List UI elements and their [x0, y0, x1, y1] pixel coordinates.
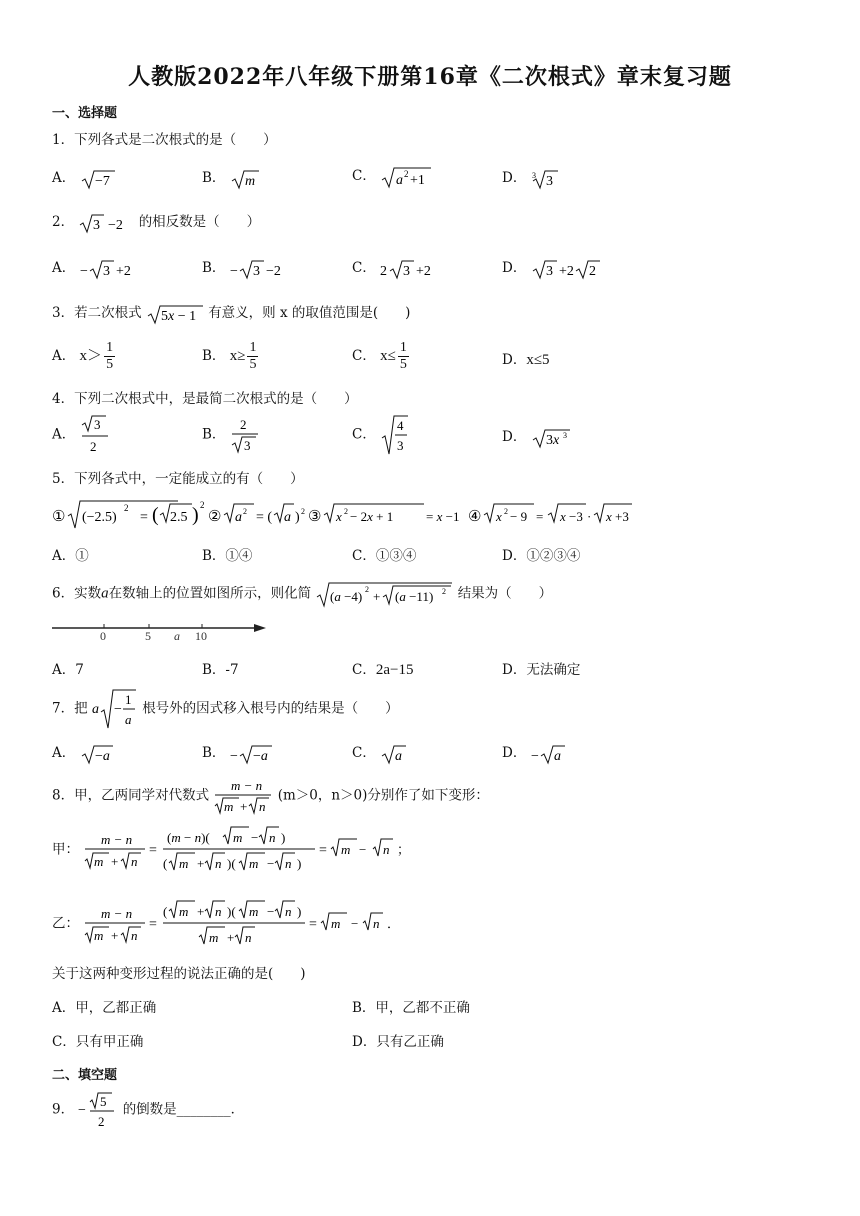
svg-text:3: 3	[93, 417, 101, 432]
svg-text:+: +	[197, 856, 205, 871]
q8-jia-math	[83, 822, 423, 878]
svg-text:+1: +1	[410, 172, 426, 188]
svg-text:−: −	[229, 263, 238, 279]
svg-text:2: 2	[301, 507, 305, 516]
svg-text:): )	[192, 504, 199, 526]
svg-text:−: −	[113, 702, 122, 717]
svg-text:n: n	[245, 930, 252, 945]
q8-jia-transform: 甲： m − n m + n = (m − n)( m − n ) ( m + n )( m − n ) = m − n ；	[52, 822, 423, 878]
q2-stem-math	[78, 212, 134, 234]
svg-text:=: =	[149, 917, 158, 932]
q4-b-math	[230, 414, 260, 456]
q1-b-radical	[230, 168, 260, 190]
q3-c-fraction: $\frac{1}{5}$	[399, 340, 407, 373]
q7-b-math	[230, 743, 274, 765]
q4-a-math	[80, 414, 110, 456]
svg-text:a: a	[396, 172, 404, 188]
q5-option-d: D．①②③④	[502, 548, 581, 564]
q4-c-math	[380, 414, 410, 456]
svg-text:m: m	[94, 854, 104, 869]
question-9: 9． − 5 2 的倒数是________．	[52, 1090, 244, 1130]
svg-text:n: n	[215, 856, 222, 871]
svg-text:·: ·	[587, 509, 592, 524]
section-heading-fill: 二、填空题	[52, 1068, 118, 1083]
svg-text:3: 3	[243, 438, 251, 453]
number-line-tick-label: a	[174, 629, 180, 643]
svg-text:=: =	[536, 509, 544, 524]
question-7: 7．把 a − 1 a 根号外的因式移入根号内的结果是（ ）	[52, 688, 399, 730]
svg-text:+: +	[111, 854, 119, 869]
svg-text:n: n	[215, 904, 222, 919]
q1-d-cube-root	[531, 168, 559, 190]
svg-text:①: ①	[52, 509, 66, 525]
q3-option-d: D．x≤5	[502, 352, 550, 368]
svg-text:3: 3	[397, 438, 404, 453]
svg-text:+2: +2	[115, 263, 131, 279]
number-line-tick-label: 0	[100, 629, 106, 643]
svg-text:x −3: x −3	[560, 509, 583, 524]
q7-c-math	[380, 743, 408, 765]
svg-text:(m − n)(: (m − n)(	[167, 830, 211, 845]
svg-text:2: 2	[243, 507, 247, 516]
q5-statements-math	[52, 498, 572, 532]
svg-text:3x: 3x	[545, 432, 559, 448]
svg-text:n: n	[259, 799, 266, 814]
svg-text:−a: −a	[94, 748, 110, 764]
svg-text:2: 2	[124, 503, 129, 513]
q5-statements	[52, 498, 629, 536]
svg-text:m: m	[341, 842, 351, 857]
svg-text:③: ③	[308, 509, 322, 525]
q8-yi-transform: 乙： m − n m + n = ( m + n )( m − n ) m + n = m − n ．	[52, 896, 423, 952]
q7-option-a: A． −a	[52, 741, 114, 765]
svg-text:m − n: m − n	[101, 906, 133, 921]
q8-question: 关于这两种变形过程的说法正确的是( )	[52, 966, 306, 982]
svg-text:−7: −7	[94, 173, 110, 189]
q1-option-a: A． −7	[52, 166, 116, 190]
svg-text:m: m	[244, 173, 255, 189]
q7-option-d: D． − a	[502, 741, 567, 765]
svg-text:a: a	[235, 510, 242, 525]
q1-c-radical	[380, 165, 432, 189]
svg-text:a: a	[124, 712, 132, 727]
q3-option-a: A． x＞ $\frac{1}{5}$	[52, 340, 114, 373]
svg-text:x +3: x +3	[606, 509, 629, 524]
svg-text:2: 2	[344, 507, 348, 516]
page-title: 人教版2022年八年级下册第16章《二次根式》章末复习题	[128, 64, 732, 90]
svg-text:= x −1: = x −1	[426, 509, 460, 524]
q7-a-math	[80, 743, 114, 765]
q9-expression	[78, 1090, 118, 1130]
q3-option-b: B． x≥ $\frac{1}{5}$	[202, 340, 257, 373]
svg-text:): )	[295, 510, 300, 525]
svg-text:②: ②	[208, 509, 222, 525]
q5-option-a: A．①	[52, 548, 89, 564]
svg-text:(: (	[152, 504, 159, 526]
q8-expression	[213, 776, 273, 816]
svg-text:m: m	[179, 856, 189, 871]
svg-text:−: −	[78, 1103, 87, 1118]
svg-text:3: 3	[93, 217, 101, 233]
q2-c-math	[380, 258, 442, 280]
svg-text:)(: )(	[227, 904, 236, 919]
svg-text:④: ④	[468, 509, 482, 525]
q1-a-radical	[80, 168, 116, 190]
q7-option-c: C． a	[352, 741, 408, 765]
svg-text:m: m	[209, 930, 219, 945]
svg-text:−: −	[530, 748, 539, 764]
q7-option-b: B． − −a	[202, 741, 274, 765]
svg-text:− 9: − 9	[510, 509, 528, 524]
q8-option-c: C．只有甲正确	[52, 1034, 144, 1050]
q3-option-c: C． x≤ $\frac{1}{5}$	[352, 340, 407, 373]
svg-text:(: (	[163, 904, 168, 919]
svg-text:=: =	[140, 510, 148, 525]
number-line-tick-label: 10	[195, 629, 207, 643]
question-1: 1．下列各式是二次根式的是（ ）	[52, 132, 277, 148]
svg-text:+: +	[227, 930, 235, 945]
q4-d-math	[531, 427, 571, 449]
svg-text:m: m	[233, 830, 243, 845]
svg-text:): )	[297, 904, 302, 919]
svg-text:m − n: m − n	[231, 778, 263, 793]
q3-radical	[146, 303, 204, 325]
question-3: 3．若二次根式 5x − 1 有意义，则 x 的取值范围是( )	[52, 301, 410, 325]
svg-text:5x − 1: 5x − 1	[160, 308, 197, 324]
svg-text:−: −	[251, 830, 259, 845]
svg-text:n: n	[383, 842, 390, 857]
svg-text:n: n	[269, 830, 276, 845]
q5-option-b: B．①④	[202, 548, 253, 564]
svg-text:；: ；	[397, 842, 411, 857]
q2-option-c: C． 2 3 +2	[352, 256, 442, 280]
svg-text:3: 3	[545, 173, 553, 189]
svg-text:+: +	[373, 589, 381, 604]
q8-option-a: A．甲，乙都正确	[52, 1000, 157, 1016]
svg-text:3: 3	[562, 430, 567, 440]
svg-text:5: 5	[100, 1094, 107, 1109]
svg-text:=: =	[309, 917, 318, 932]
svg-text:+: +	[240, 799, 248, 814]
q8-yi-math	[83, 896, 423, 952]
svg-text:2: 2	[588, 263, 596, 279]
svg-text:2: 2	[89, 439, 97, 454]
svg-text:n: n	[285, 856, 292, 871]
svg-text:3: 3	[531, 170, 536, 180]
svg-text:−2: −2	[265, 263, 281, 279]
q8-option-d: D．只有乙正确	[352, 1034, 444, 1050]
svg-text:m: m	[249, 856, 259, 871]
q4-option-d: D． 3x 3	[502, 425, 571, 449]
q5-statement-4-rhs	[546, 498, 636, 532]
svg-text:= (: = (	[256, 510, 273, 525]
q6-option-b: B．-7	[202, 662, 239, 678]
q3-a-fraction: $\frac{1}{5}$	[106, 340, 114, 373]
svg-text:3: 3	[545, 263, 553, 279]
q2-a-math	[80, 258, 140, 280]
svg-text:2: 2	[404, 168, 409, 179]
svg-text:−2: −2	[108, 217, 124, 233]
svg-text:x: x	[336, 509, 342, 524]
svg-text:+2: +2	[416, 263, 432, 279]
number-line-tick-label: 5	[145, 629, 151, 643]
svg-text:a: a	[284, 510, 291, 525]
question-8: 8．甲，乙两同学对代数式 m − n m + n (m＞0，n＞0)分别作了如下变形：	[52, 778, 489, 814]
svg-text:2: 2	[239, 417, 247, 432]
q1-option-c: C． a 2 +1	[352, 164, 432, 189]
q5-option-c: C．①③④	[352, 548, 417, 564]
q2-option-b: B． − 3 −2	[202, 256, 290, 280]
svg-text:x: x	[496, 509, 502, 524]
svg-text:1: 1	[124, 692, 132, 707]
number-line-svg	[52, 618, 272, 644]
q7-expression	[92, 688, 138, 730]
q8-option-b: B．甲，乙都不正确	[352, 1000, 470, 1016]
svg-text:(a −11): (a −11)	[395, 589, 434, 604]
svg-text:+: +	[111, 928, 119, 943]
svg-text:m: m	[249, 904, 259, 919]
q4-option-a: A． 3 2	[52, 414, 110, 456]
number-line	[52, 618, 272, 648]
q6-option-a: A．7	[52, 662, 84, 678]
svg-text:−: −	[351, 916, 359, 931]
svg-text:n: n	[373, 916, 380, 931]
svg-text:(−2.5): (−2.5)	[82, 510, 117, 525]
svg-text:−: −	[79, 263, 88, 279]
q3-b-fraction: $\frac{1}{5}$	[249, 340, 257, 373]
question-6: 6．实数a在数轴上的位置如图所示，则化简 (a −4) 2 + (a −11) 2 结果为（ ）	[52, 580, 552, 608]
svg-text:．: ．	[387, 916, 401, 931]
svg-text:a: a	[553, 748, 561, 764]
svg-text:(: (	[163, 856, 168, 871]
q2-b-math	[230, 258, 290, 280]
svg-text:n: n	[285, 904, 292, 919]
svg-text:2: 2	[200, 500, 205, 510]
question-4: 4．下列二次根式中，是最简二次根式的是（ ）	[52, 391, 358, 407]
q6-option-d: D．无法确定	[502, 662, 581, 678]
q4-option-c: C． 4 3	[352, 414, 410, 456]
svg-text:m: m	[94, 928, 104, 943]
svg-text:3: 3	[252, 263, 260, 279]
svg-text:=: =	[149, 843, 158, 858]
svg-text:2: 2	[98, 1114, 105, 1129]
svg-text:− 2x + 1: − 2x + 1	[350, 509, 394, 524]
svg-text:a: a	[91, 702, 99, 717]
svg-text:n: n	[131, 854, 138, 869]
svg-text:−: −	[229, 748, 238, 764]
svg-text:−: −	[359, 842, 367, 857]
svg-text:=: =	[319, 843, 328, 858]
svg-text:+2: +2	[558, 263, 574, 279]
svg-text:2: 2	[442, 587, 447, 596]
svg-text:2.5: 2.5	[170, 510, 188, 525]
svg-text:m − n: m − n	[101, 832, 133, 847]
q2-d-math	[531, 258, 601, 280]
svg-text:3: 3	[102, 263, 110, 279]
svg-text:n: n	[131, 928, 138, 943]
svg-text:4: 4	[397, 418, 404, 433]
svg-text:2: 2	[380, 263, 388, 279]
question-5: 5．下列各式中，一定能成立的有（ ）	[52, 471, 304, 487]
svg-text:3: 3	[403, 263, 411, 279]
svg-text:(a −4): (a −4)	[330, 589, 363, 604]
svg-text:−: −	[267, 904, 275, 919]
section-heading-choice: 一、选择题	[52, 106, 118, 121]
svg-text:2: 2	[365, 585, 370, 594]
svg-text:a: a	[395, 748, 403, 764]
svg-text:m: m	[331, 916, 341, 931]
svg-text:): )	[297, 856, 302, 871]
q7-d-math	[531, 743, 567, 765]
svg-text:−a: −a	[252, 748, 268, 764]
question-2: 2． 3 −2 的相反数是（ ）	[52, 210, 260, 234]
q2-option-a: A． − 3 +2	[52, 256, 140, 280]
svg-text:+: +	[197, 904, 205, 919]
svg-text:2: 2	[504, 507, 508, 516]
q2-option-d: D． 3 +2 2	[502, 256, 601, 280]
svg-text:−: −	[267, 856, 275, 871]
q1-option-b: B． m	[202, 166, 260, 190]
svg-text:m: m	[224, 799, 234, 814]
q4-option-b: B． 2 3	[202, 414, 260, 456]
q1-option-d: D． 3 3	[502, 166, 559, 190]
svg-text:m: m	[179, 904, 189, 919]
q6-expression	[315, 580, 453, 608]
svg-text:)(: )(	[227, 856, 236, 871]
q6-option-c: C．2a−15	[352, 662, 414, 678]
svg-text:): )	[281, 830, 286, 845]
